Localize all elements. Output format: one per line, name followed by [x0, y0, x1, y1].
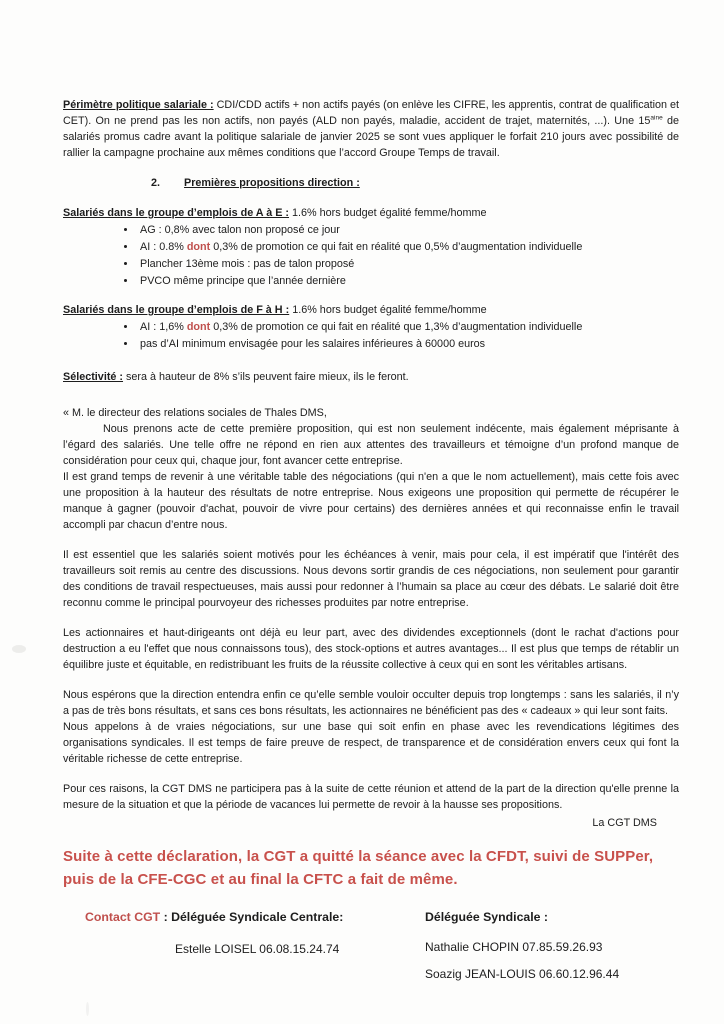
- group-fh-bullet-list: [63, 319, 679, 353]
- group-fh-label: Salariés dans le groupe d’emplois de F à H :: [63, 304, 290, 316]
- group-ae-bullet-list: [63, 222, 679, 290]
- list-item: [137, 256, 679, 273]
- group-ae-lead: [63, 205, 679, 221]
- bullet-text: Plancher 13ème mois : pas de talon proposé: [140, 258, 355, 270]
- group-ae-intro: 1.6% hors budget égalité femme/homme: [289, 207, 487, 219]
- group-fh-lead: [63, 302, 679, 318]
- list-item: [137, 239, 679, 256]
- declaration-paragraph: Nous prenons acte de cette première proposition, qui est non seulement indécente, mais également méprisante à l’égard des salariés. Une telle offre ne répond en rien aux attentes des travailleurs et témoigne d’un profond manque de considération pour ceux qui, chaque jour, font avancer cette entreprise.: [63, 423, 679, 467]
- section-title: Premières propositions direction :: [184, 177, 360, 189]
- aftermath-statement: Suite à cette déclaration, la CGT a quitté la séance avec la CFDT, suivi de SUPPer, puis de la CFE-CGC et au final la CFTC a fait de même.: [63, 848, 654, 888]
- contact-local-label: Déléguée Syndicale :: [425, 910, 549, 924]
- contact-central-label: [85, 909, 425, 925]
- contact-central-role: : Déléguée Syndicale Centrale:: [160, 910, 344, 924]
- bullet-text: 0,3% de promotion ce qui fait en réalité que 1,3% d’augmentation individuelle: [210, 321, 583, 333]
- declaration-paragraph: Les actionnaires et haut-dirigeants ont déjà eu leur part, avec des dividendes exceptionnels (dont le rachat d'actions pour destruction a eu l'effet que nous connaissons tous), des stock-options et autres avantages... Il est plus que temps de rétablir un équilibre juste et équitable, en redistribuant les fruits de la réussite collective à ceux qui en sont les véritables artisans.: [63, 627, 679, 671]
- declaration-paragraph: Nous espérons que la direction entendra enfin ce qu’elle semble vouloir occulter depuis trop longtemps : sans les salariés, il n’y a pas de très bons résultats, et sans ces bons résultats, les actionnaires ne bénéficient pas des « cadeaux » qui leur sont faits.: [63, 689, 679, 717]
- bullet-text: AG : 0,8% avec talon non proposé ce jour: [140, 224, 340, 236]
- contacts-section: [63, 909, 679, 982]
- declaration-salutation: « M. le directeur des relations sociales de Thales DMS,: [63, 407, 327, 419]
- scan-smudge-artifact: [12, 645, 26, 653]
- declaration-paragraph: Nous appelons à de vraies négociations, sur une base qui soit enfin en phase avec les revendications légitimes des organisations syndicales. Il est temps de faire preuve de respect, de transparence et de considération envers ceux qui font la véritable richesse de cette entreprise.: [63, 721, 679, 765]
- perimetre-body-2: de salariés promus cadre avant la politique salariale de janvier 2025 se sont vues appliquer le forfait 210 jours avec possibilité de rallier la campagne prochaine aux mêmes conditions que l’accord Groupe Temps de travail.: [63, 115, 679, 159]
- group-ae-label: Salariés dans le groupe d’emplois de A à E :: [63, 207, 290, 219]
- selectivite-text: sera à hauteur de 8% s’ils peuvent faire mieux, ils le feront.: [123, 371, 409, 383]
- declaration-signature: La CGT DMS: [592, 817, 657, 829]
- contact-central-column: [85, 909, 425, 982]
- paragraph-selectivite: [63, 369, 679, 385]
- contact-local-name: Nathalie CHOPIN 07.85.59.26.93: [425, 940, 603, 954]
- scan-smudge-artifact: [86, 1002, 89, 1016]
- bullet-red-word: dont: [186, 241, 211, 253]
- list-item: [137, 273, 679, 290]
- contact-cgt-label: Contact CGT: [85, 910, 161, 924]
- list-item: [137, 336, 679, 353]
- contact-central-name: Estelle LOISEL 06.08.15.24.74: [175, 942, 340, 956]
- bullet-text: AI : 1,6%: [140, 321, 187, 333]
- bullet-text: pas d’AI minimum envisagée pour les salaires inférieures à 60000 euros: [140, 338, 486, 350]
- list-item: [137, 319, 679, 336]
- selectivite-label: Sélectivité :: [63, 371, 124, 383]
- declaration-paragraph: Il est essentiel que les salariés soient motivés pour les échéances à venir, mais pour cela, il est impératif que l'intérêt des travailleurs soit remis au centre des discussions. Nous devons sortir grandis de ces négociations, non seulement pour garantir des conditions de travail respectueuses, mais aussi pour redonner à l’humain sa place au cœur des débats. Le salarié doit être reconnu comme le principal pourvoyeur des richesses produites par notre entreprise.: [63, 549, 679, 609]
- section-number: 2.: [151, 177, 161, 189]
- group-fh-intro: 1.6% hors budget égalité femme/homme: [289, 304, 487, 316]
- contact-local-name: Soazig JEAN-LOUIS 06.60.12.96.44: [425, 967, 620, 981]
- declaration-paragraph: Il est grand temps de revenir à une véritable table des négociations (qui n'en a que le nom actuellement), mais cette fois avec une proposition à la hauteur des résultats de notre entreprise. Nous exigeons une proposition qui permette de récupérer le manque à gagner (pouvoir d'achat, pouvoir de vivre pour certains) des dernières années et qui reconnaisse enfin le travail accompli par chacun d’entre nous.: [63, 471, 679, 531]
- bullet-text: 0,3% de promotion ce qui fait en réalité que 0,5% d’augmentation individuelle: [210, 241, 583, 253]
- contact-local-column: [425, 909, 679, 982]
- bullet-red-word: dont: [186, 321, 211, 333]
- section-heading: [63, 175, 679, 191]
- perimetre-body-1: CDI/CDD actifs + non actifs payés (on enlève les CIFRE, les apprentis, contrat de qualification et CET). On ne prend pas les non actifs, non payés (ALD non payés, maladie, accident de trajet, maternités, ...). Une 15: [63, 99, 680, 127]
- bullet-text: PVCO même principe que l’année dernière: [140, 275, 346, 287]
- list-item: [137, 222, 679, 239]
- bullet-text: AI : 0.8%: [140, 241, 187, 253]
- declaration-paragraph: Pour ces raisons, la CGT DMS ne participera pas à la suite de cette réunion et attend de la part de la direction qu'elle prenne la mesure de la situation et que la période de vacances lui permette de revoir à la hausse ses propositions.: [63, 783, 679, 811]
- perimetre-label: Périmètre politique salariale :: [63, 99, 214, 111]
- paragraph-perimetre: [63, 97, 679, 161]
- perimetre-superscript: aine: [650, 114, 663, 122]
